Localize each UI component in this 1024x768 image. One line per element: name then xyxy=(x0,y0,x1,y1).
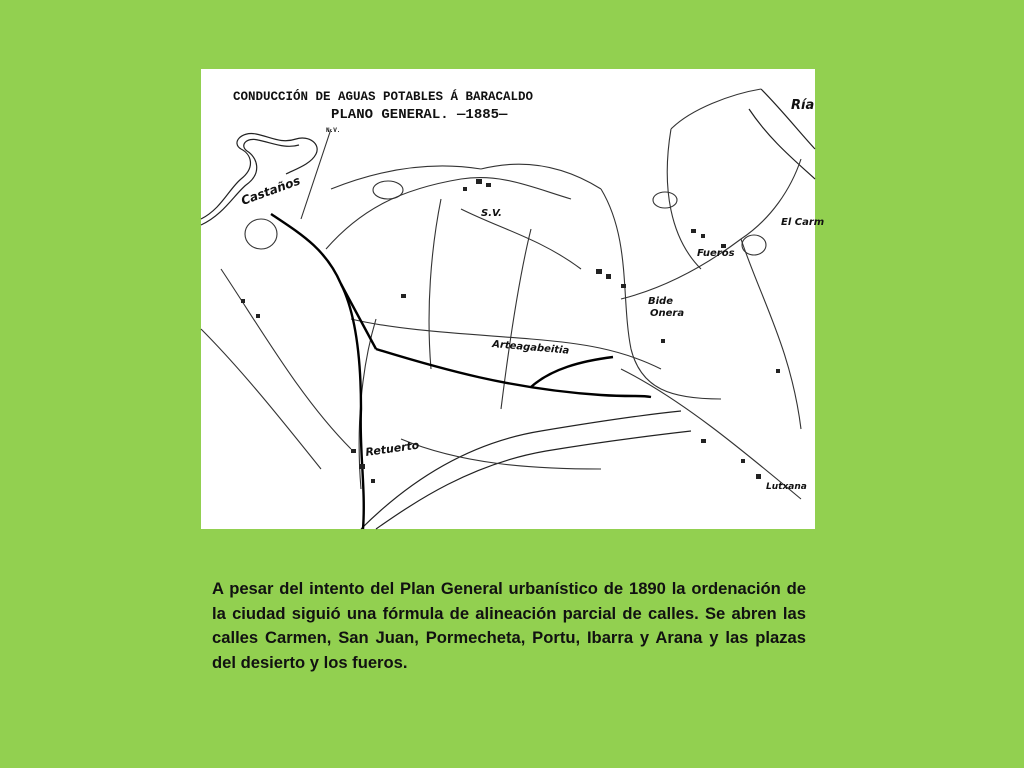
castanos-river xyxy=(201,134,317,219)
water-conduction-branch-2 xyxy=(531,357,613,387)
circled-site-1 xyxy=(373,181,403,199)
main-river-lower-bank xyxy=(376,431,691,529)
label-castanos: Castaños xyxy=(239,173,303,208)
map-drawing xyxy=(201,69,825,529)
label-retuerto: Retuerto xyxy=(364,438,421,459)
label-lutxana: Lutxana xyxy=(766,482,807,492)
road-network xyxy=(201,89,801,499)
label-bide: Bide xyxy=(648,296,673,307)
historic-map-image xyxy=(201,69,825,529)
map-title-line2: PLANO GENERAL. —1885— xyxy=(331,107,508,123)
circled-site-3 xyxy=(653,192,677,208)
label-fueros: Fueros xyxy=(697,248,735,259)
map-title-line1: CONDUCCIÓN DE AGUAS POTABLES Á BARACALDO xyxy=(233,90,534,104)
label-el-carmen: El Carm xyxy=(781,217,825,228)
label-arteagabeitia: Arteagabeitia xyxy=(491,339,570,357)
label-rio: Ría xyxy=(791,98,815,113)
label-onera: Onera xyxy=(650,308,685,319)
circled-site-2 xyxy=(245,219,277,249)
compass-label: N.V. xyxy=(326,127,341,134)
water-conduction-branch xyxy=(376,349,651,397)
water-conduction-main xyxy=(271,214,364,529)
caption-text: A pesar del intento del Plan General urbanístico de 1890 la ordenación de la ciudad siguió una fórmula de alineación parcial de calles. Se abren las calles Carmen, San Juan, Pormecheta, Portu, Ibarra y Arana y las plazas del desierto y los fueros. xyxy=(212,579,806,672)
circled-site-4 xyxy=(742,235,766,255)
main-river-upper-bank xyxy=(361,411,681,529)
label-sv: S.V. xyxy=(481,208,502,219)
ria-river-lower xyxy=(749,109,815,179)
water-conduction-connector xyxy=(341,284,376,349)
